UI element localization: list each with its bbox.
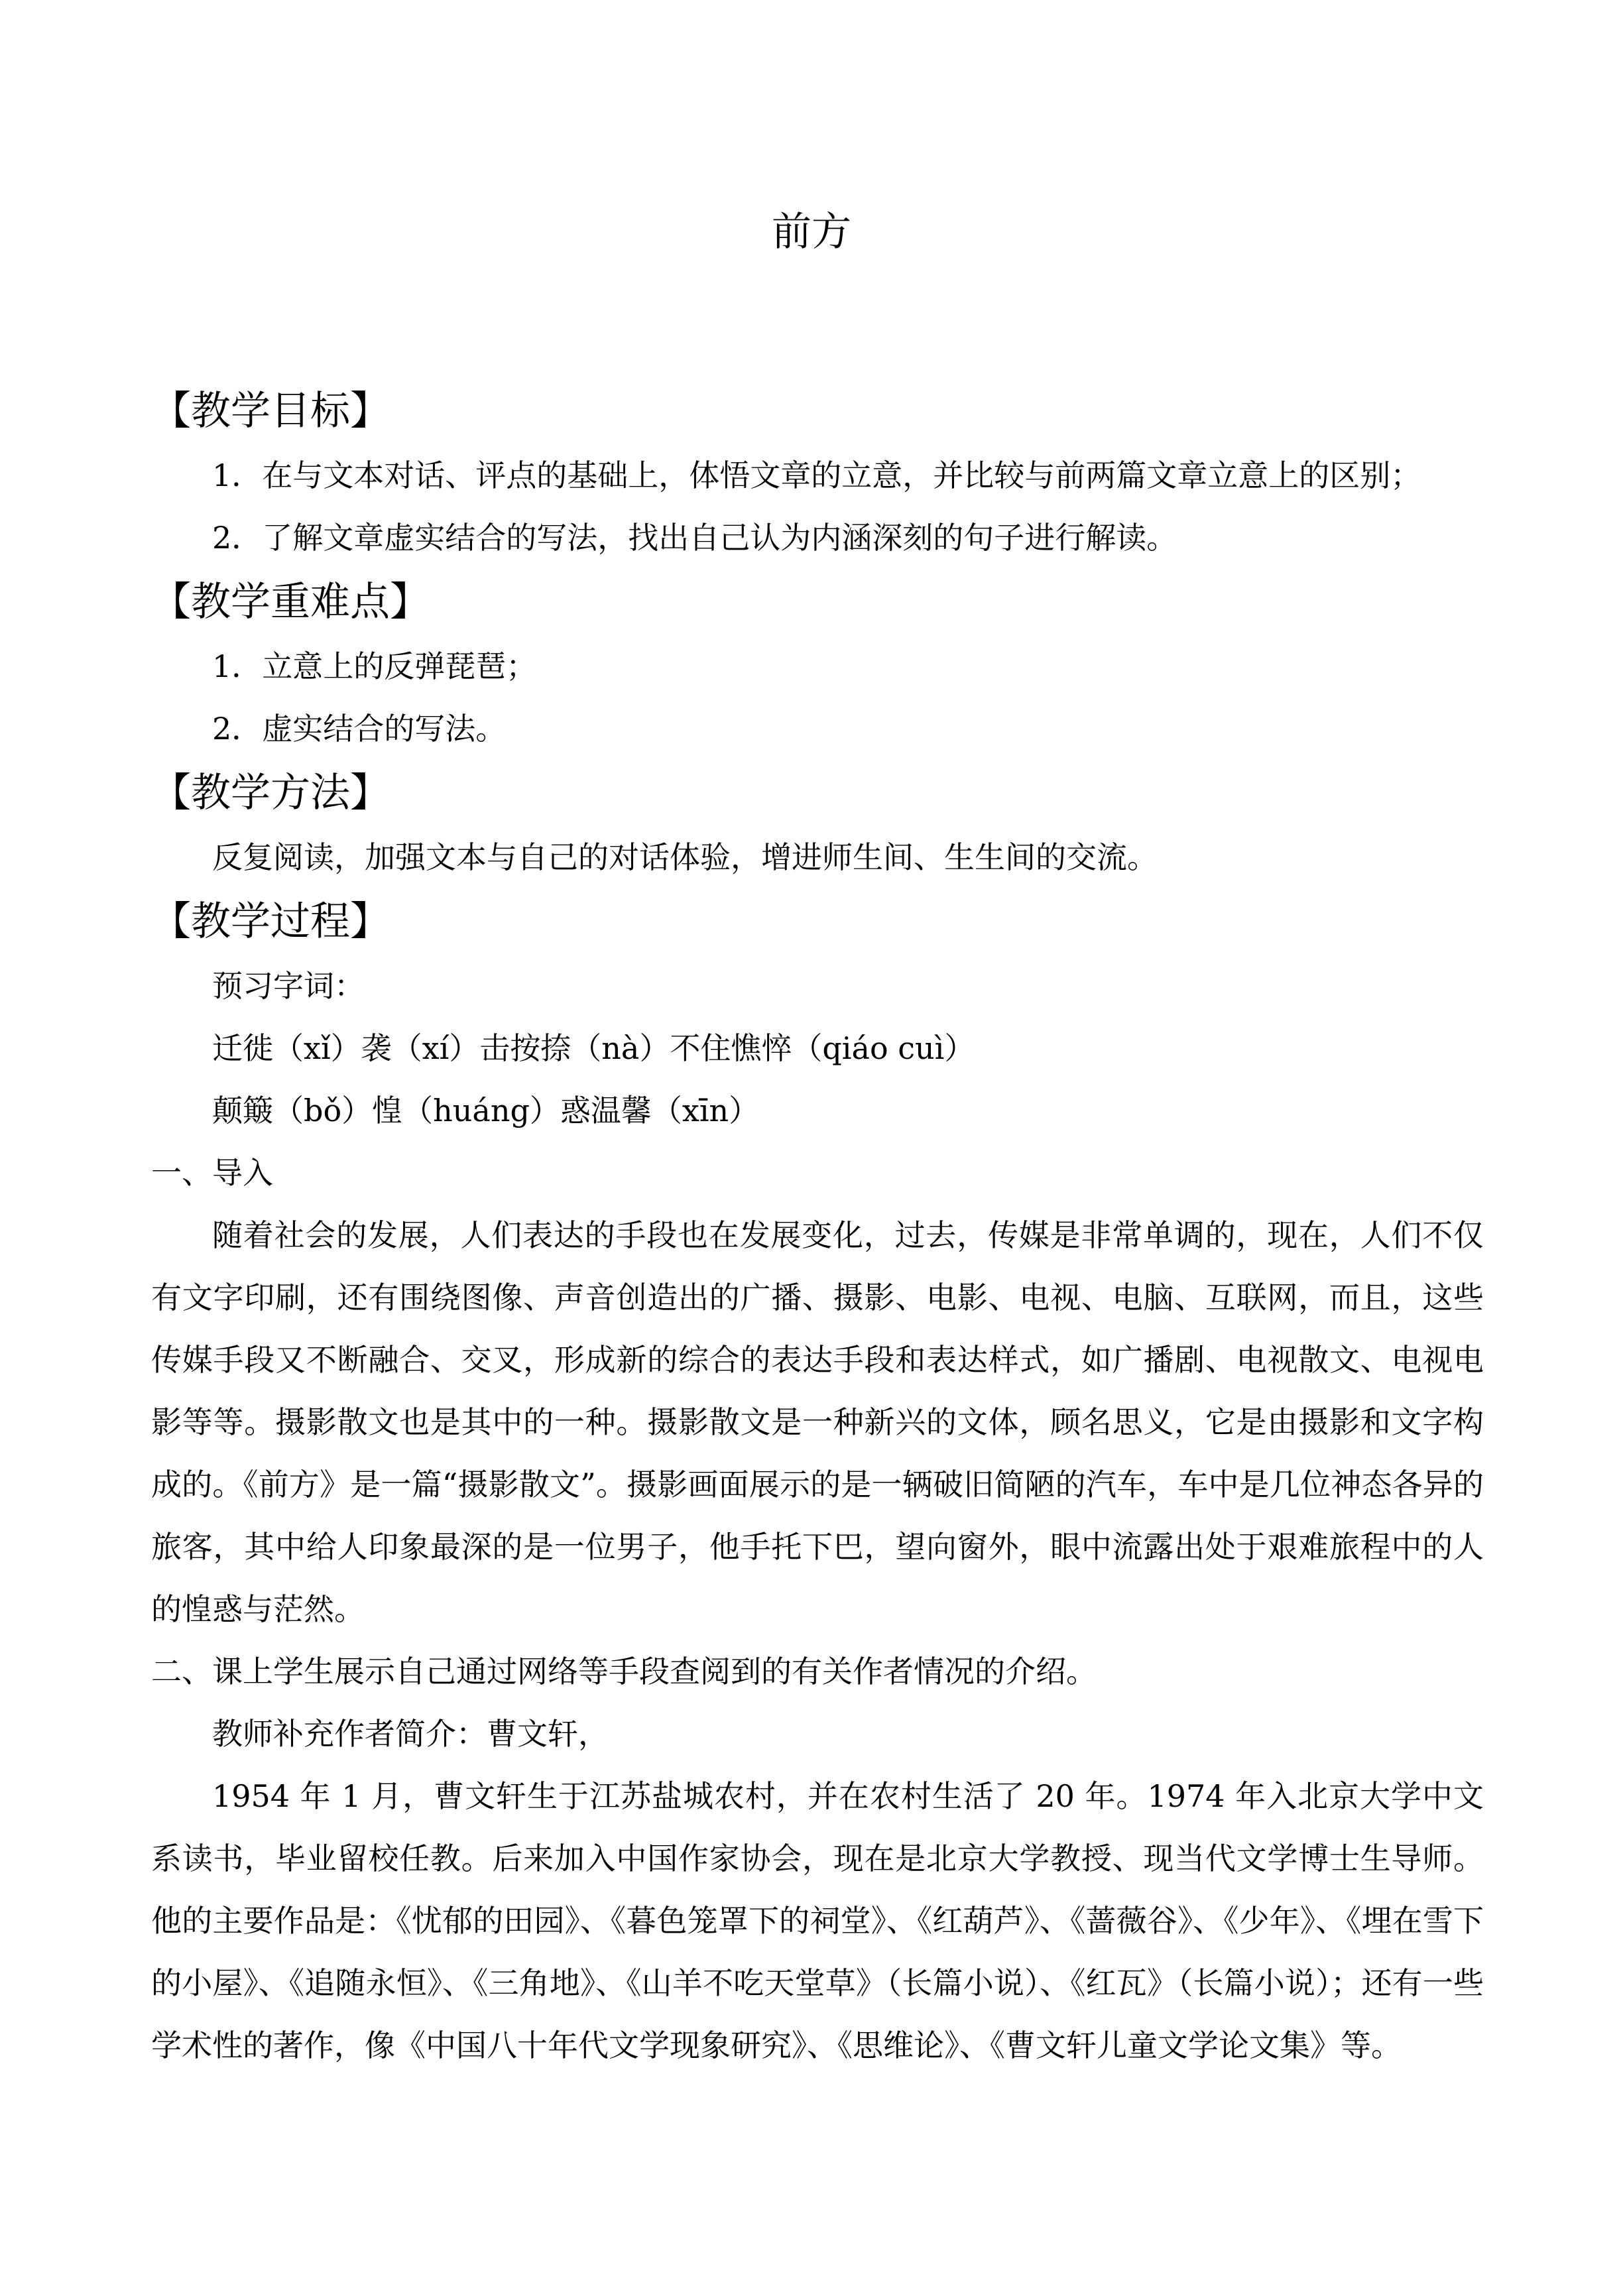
goal-item-1: 1．在与文本对话、评点的基础上，体悟文章的立意，并比较与前两篇文章立意上的区别； — [212, 457, 1421, 493]
goal-item-2: 2．了解文章虚实结合的写法，找出自己认为内涵深刻的句子进行解读。 — [212, 520, 1177, 556]
section-key-difficulties — [151, 569, 1484, 760]
preview-words-line-2: 颠簸（bǒ）惶（huáng）惑温馨（xīn） — [212, 1093, 760, 1128]
author-intro-label: 教师补充作者简介：曹文轩， — [212, 1716, 609, 1752]
intro-heading: 一、导入 — [151, 1155, 273, 1191]
section-teaching-process — [151, 888, 1484, 2077]
difficulty-item-2: 2．虚实结合的写法。 — [212, 711, 507, 747]
heading-teaching-process: 【教学过程】 — [151, 898, 390, 945]
section-teaching-methods — [151, 760, 1484, 888]
author-section-heading: 二、课上学生展示自己通过网络等手段查阅到的有关作者情况的介绍。 — [151, 1654, 1097, 1689]
preview-words-line-1: 迁徙（xǐ）袭（xí）击按捺（nà）不住憔悴（qiáo cuì） — [212, 1030, 975, 1066]
preview-label: 预习字词： — [212, 968, 365, 1004]
heading-teaching-goals: 【教学目标】 — [151, 388, 390, 434]
document-title: 前方 — [772, 209, 851, 255]
heading-teaching-methods: 【教学方法】 — [151, 770, 390, 816]
document-body — [151, 378, 1484, 2077]
section-teaching-goals — [151, 378, 1484, 569]
difficulty-item-1: 1．立意上的反弹琵琶； — [212, 648, 537, 684]
methods-text: 反复阅读，加强文本与自己的对话体验，增进师生间、生生间的交流。 — [212, 839, 1158, 875]
heading-key-difficulties: 【教学重难点】 — [151, 579, 430, 625]
author-paragraph: 1954 年 1 月，曹文轩生于江苏盐城农村，并在农村生活了 20 年。1974 年入北京大学中文系读书，毕业留校任教。后来加入中国作家协会，现在是北京大学教授、现当代文学博士生导师。他的主要作品是：《忧郁的田园》、《暮色笼罩下的祠堂》、《红葫芦》、《蔷薇谷》、《少年》、《埋在雪下的小屋》、《追随永恒》、《三角地》、《山羊不吃天堂草》（长篇小说）、《红瓦》（长篇小说）；还有一些学术性的著作，像《中国八十年代文学现象研究》、《思维论》、《曹文轩儿童文学论文集》等。 — [151, 1778, 1484, 2063]
intro-paragraph: 随着社会的发展，人们表达的手段也在发展变化，过去，传媒是非常单调的，现在，人们不仅有文字印刷，还有围绕图像、声音创造出的广播、摄影、电影、电视、电脑、互联网，而且，这些传媒手段又不断融合、交叉，形成新的综合的表达手段和表达样式，如广播剧、电视散文、电视电影等等。摄影散文也是其中的一种。摄影散文是一种新兴的文体，顾名思义，它是由摄影和文字构成的。《前方》是一篇“摄影散文”。摄影画面展示的是一辆破旧简陋的汽车，车中是几位神态各异的旅客，其中给人印象最深的是一位男子，他手托下巴，望向窗外，眼中流露出处于艰难旅程中的人的惶惑与茫然。 — [151, 1217, 1484, 1627]
